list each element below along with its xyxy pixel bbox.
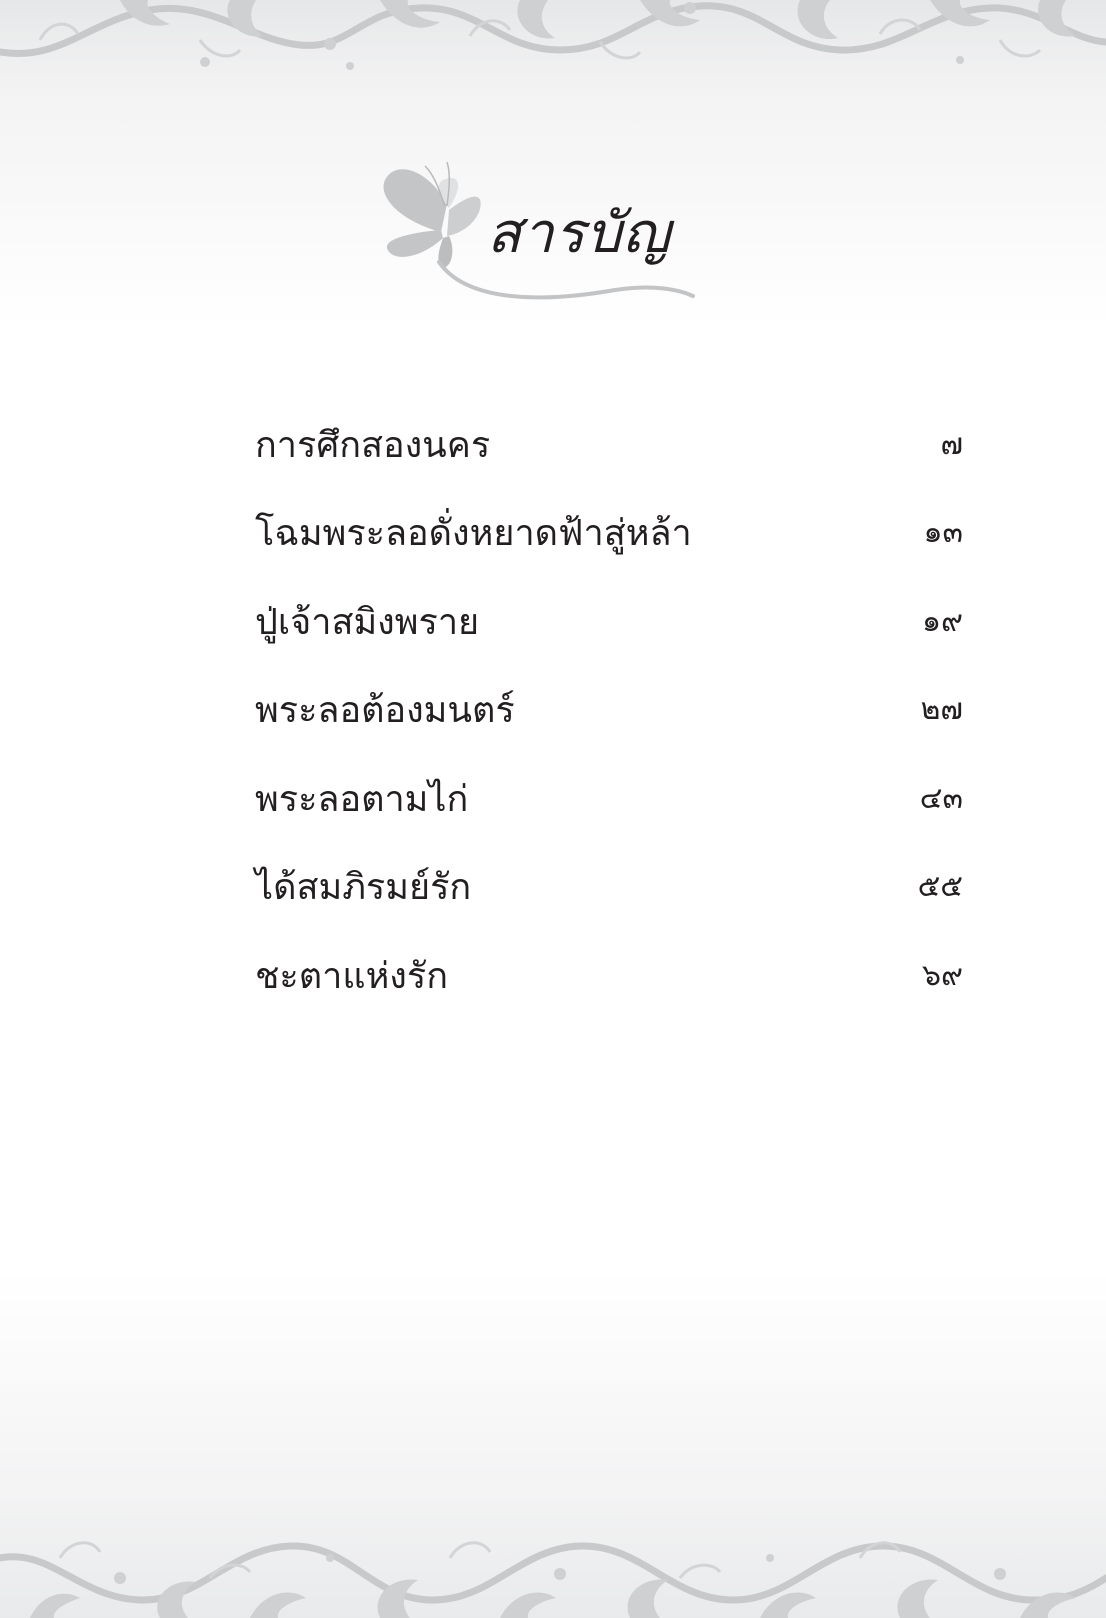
toc-entry-page: ๑๙ <box>921 603 963 639</box>
toc-entry-title: พระลอต้องมนตร์ <box>255 690 515 732</box>
toc-entry[interactable] <box>255 931 963 1020</box>
toc-entry-title: พระลอตามไก่ <box>255 778 469 820</box>
toc-entry-page: ๔๓ <box>919 780 963 816</box>
toc-heading-block <box>355 150 715 320</box>
toc-entry-page: ๕๕ <box>917 869 963 905</box>
toc-entry-page: ๒๗ <box>920 692 963 728</box>
bottom-floral-border <box>0 1518 1106 1618</box>
toc-entry[interactable] <box>255 489 963 578</box>
toc-entry-title: ได้สมภิรมย์รัก <box>255 867 472 909</box>
toc-entry-title: ปู่เจ้าสมิงพราย <box>255 601 480 643</box>
toc-entry[interactable] <box>255 754 963 843</box>
table-of-contents <box>255 400 963 1020</box>
toc-entry[interactable] <box>255 666 963 755</box>
toc-entry[interactable] <box>255 843 963 932</box>
toc-entry-title: การศึกสองนคร <box>255 424 491 466</box>
toc-entry-title: โฉมพระลอดั่งหยาดฟ้าสู่หล้า <box>255 513 692 555</box>
toc-entry[interactable] <box>255 577 963 666</box>
toc-entry-page: ๖๙ <box>921 957 963 993</box>
toc-entry-title: ชะตาแห่งรัก <box>255 955 449 997</box>
toc-entry-page: ๑๓ <box>923 515 963 551</box>
page-title: สารบัญ <box>487 201 671 266</box>
top-floral-border <box>0 0 1106 70</box>
toc-entry-page: ๗ <box>940 426 963 462</box>
toc-entry[interactable] <box>255 400 963 489</box>
